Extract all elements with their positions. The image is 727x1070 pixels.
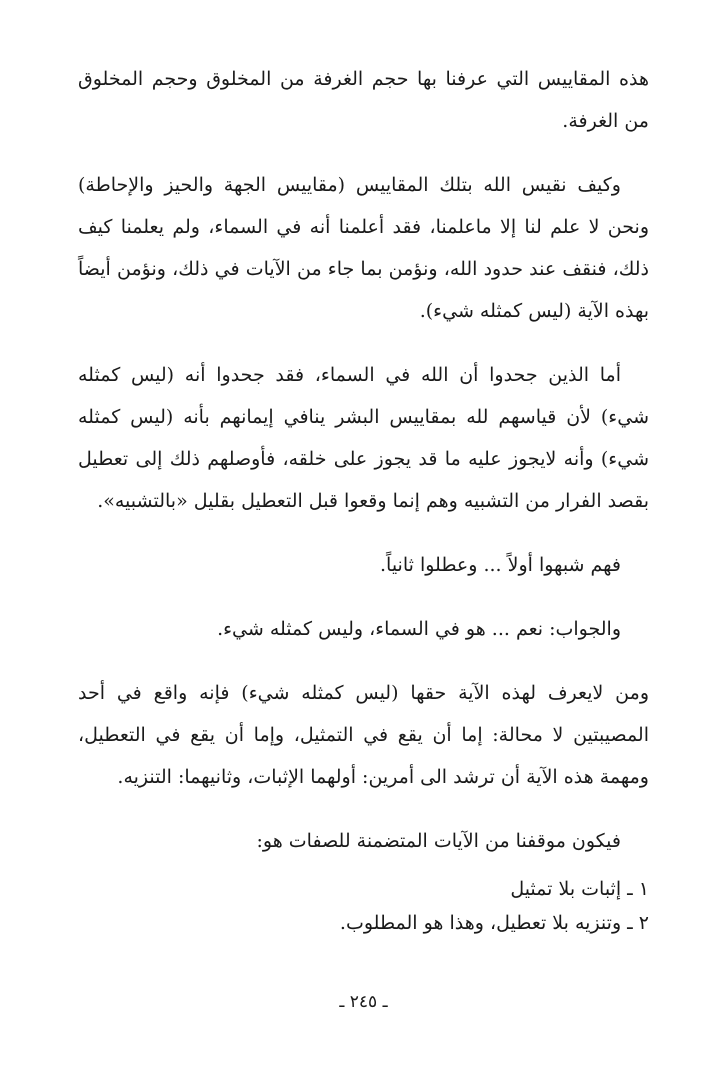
paragraph-3: أما الذين جحدوا أن الله في السماء، فقد جحدوا أنه (ليس كمثله شيء) لأن قياسهم لله بمقاييس البشر ينافي إيمانهم بأنه (ليس كمثله شيء) وأنه لايجوز عليه ما قد يجوز على خلقه، فأوصلهم ذلك إلى تعطيل بقصد الفرار من التشبيه وهم إنما وقعوا قبل التعطيل بقليل «بالتشبيه». [78, 364, 649, 512]
conclusion-list [78, 872, 649, 940]
paragraph-4: فهم شبهوا أولاً ... وعطلوا ثانياً. [379, 554, 621, 576]
paragraph-1: هذه المقاييس التي عرفنا بها حجم الغرفة من المخلوق وحجم المخلوق من الغرفة. [78, 68, 649, 132]
paragraph-7: فيكون موقفنا من الآيات المتضمنة للصفات هو: [256, 830, 621, 852]
page-number: ـ ٢٤٥ ـ [339, 992, 388, 1012]
paragraph-5: والجواب: نعم ... هو في السماء، وليس كمثله شيء. [217, 618, 621, 640]
list-item: ٢ ـ وتنزيه بلا تعطيل، وهذا هو المطلوب. [339, 912, 649, 934]
list-item: ١ ـ إثبات بلا تمثيل [510, 878, 649, 900]
paragraph-2: وكيف نقيس الله بتلك المقاييس (مقاييس الجهة والحيز والإحاطة) ونحن لا علم لنا إلا ماعلمنا، فقد أعلمنا أنه في السماء، ولم يعلمنا كيف ذلك، فنقف عند حدود الله، ونؤمن بما جاء من الآيات في ذلك، ونؤمن أيضاً بهذه الآية (ليس كمثله شيء). [78, 174, 649, 322]
paragraph-6: ومن لايعرف لهذه الآية حقها (ليس كمثله شيء) فإنه واقع في أحد المصيبتين لا محالة: إما أن يقع في التمثيل، وإما أن يقع في التعطيل، ومهمة هذه الآية أن ترشد الى أمرين: أولهما الإثبات، وثانيهما: التنزيه. [78, 682, 649, 788]
